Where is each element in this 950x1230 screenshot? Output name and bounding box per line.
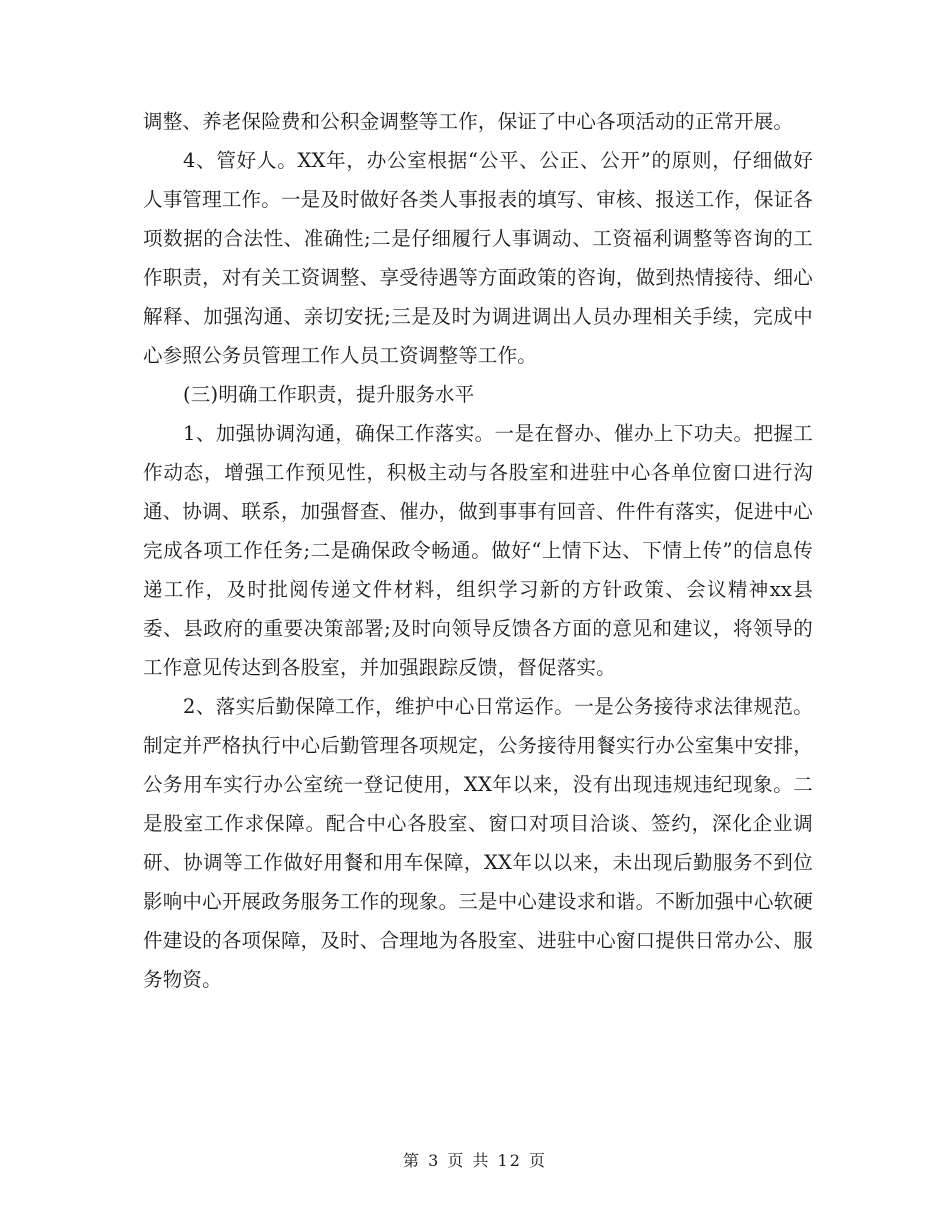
paragraph-coordination: 1、加强协调沟通，确保工作落实。一是在督办、催办上下功夫。把握工作动态，增强工作预见性，积极主动与各股室和进驻中心各单位窗口进行沟通、协调、联系，加强督查、催办，做到事事有回音、件件有落实，促进中心完成各项工作任务;二是确保政令畅通。做好“上情下达、下情上传”的信息传递工作，及时批阅传递文件材料，组织学习新的方针政策、会议精神xx县委、县政府的重要决策部署;及时向领导反馈各方面的意见和建议，将领导的工作意见传达到各股室，并加强跟踪反馈，督促落实。 [143, 422, 813, 679]
section-heading-3: (三)明确工作职责，提升服务水平 [183, 383, 475, 406]
paragraph-continuation: 调整、养老保险费和公积金调整等工作，保证了中心各项活动的正常开展。 [143, 110, 794, 133]
document-body [143, 102, 813, 999]
page-number-footer: 第 3 页 共 12 页 [403, 1151, 547, 1170]
paragraph-personnel-management: 4、管好人。XX年，办公室根据“公平、公正、公开”的原则，仔细做好人事管理工作。一是及时做好各类人事报表的填写、审核、报送工作，保证各项数据的合法性、准确性;二是仔细履行人事调动、工资福利调整等咨询的工作职责，对有关工资调整、享受待遇等方面政策的咨询，做到热情接待、细心解释、加强沟通、亲切安抚;三是及时为调进调出人员办理相关手续，完成中心参照公务员管理工作人员工资调整等工作。 [143, 149, 813, 367]
paragraph-logistics: 2、落实后勤保障工作，维护中心日常运作。一是公务接待求法律规范。制定并严格执行中心后勤管理各项规定，公务接待用餐实行办公室集中安排，公务用车实行办公室统一登记使用，XX年以来，没有出现违规违纪现象。二是股室工作求保障。配合中心各股室、窗口对项目洽谈、签约，深化企业调研、协调等工作做好用餐和用车保障，XX年以以来，未出现后勤服务不到位影响中心开展政务服务工作的现象。三是中心建设求和谐。不断加强中心软硬件建设的各项保障，及时、合理地为各股室、进驻中心窗口提供日常办公、服务物资。 [143, 695, 813, 991]
